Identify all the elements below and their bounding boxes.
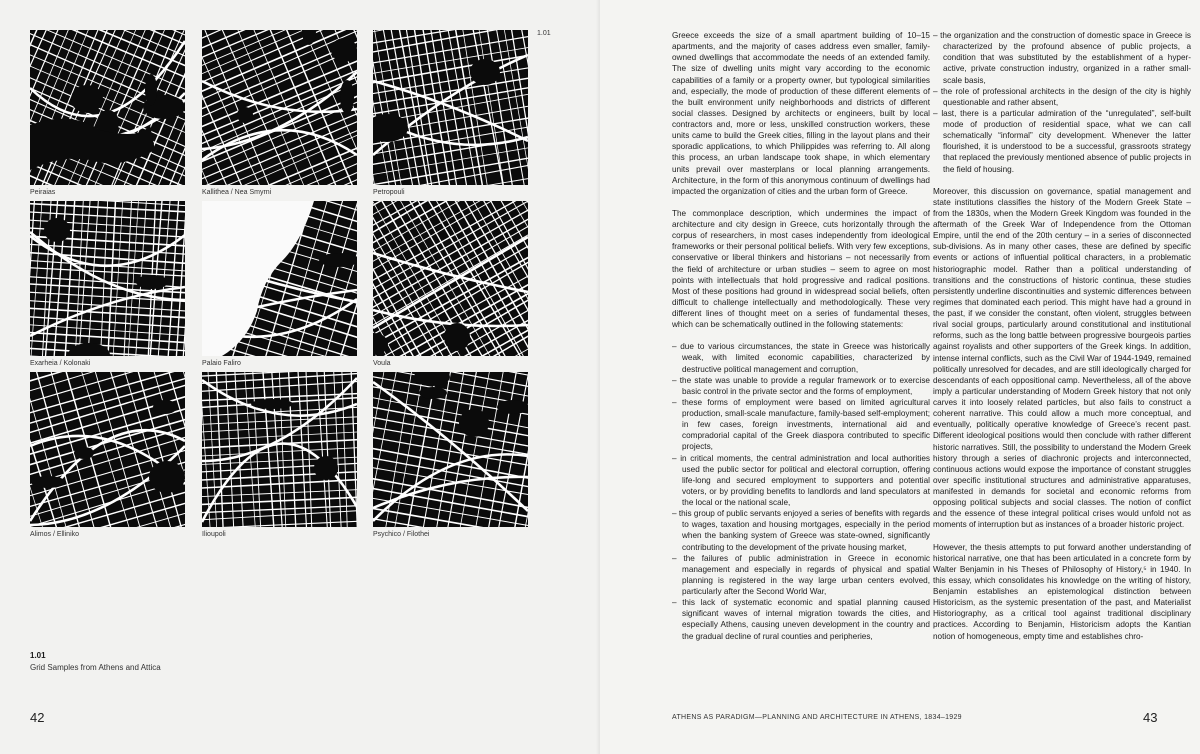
- list-item: – last, there is a particular admiration of the “unregulated”, self-built mode of production of residential space, what we can call schematically “informal” city development. Whenever the latter flourished, it is understood to be a successful, grassroots strategy that replaced the previously mentioned absence of public projects in the field of housing.: [933, 108, 1191, 175]
- map-tile-label: Voula: [373, 360, 391, 367]
- map-tile-label: Exarheia / Kolonaki: [30, 360, 91, 367]
- page-number-left: 42: [30, 710, 45, 725]
- paragraph: Moreover, this discussion on governance, spatial management and state institutions classifies the history of the Modern Greek State – from the 1830s, when the Modern Greek Kingdom was founded in the aftermath of the Greek War of Independence from the Ottoman Empire, until the end of the 20th century – in a series of disconnected sub-divisions. As in many other cases, these are defined by specific events or actions of influential political characters, in a problematic historiographic model. Rather than a political understanding of transitions and the constructions of historic continua, these studies persistently underline discontinuities and systemic differences between regimes that dominated each period. This might have had a ground in the past, if we consider the constant, often violent, struggles between rival social groups, particularly around constitutional and institutional reforms, such as the long battle between progressive bourgeois parties against royalists and other supporters of the Greek kings. In addition, intense internal conflicts, such as the Civil War of 1944-1949, remained politically unresolved for decades, and are still ideologically charged for descendants of each oppositional camp. Nevertheless, all of the above imply a particular understanding of Modern Greek history that not only carves it into loosely related particles, but also fails to construct a coherent narrative. This could allow a much more conceptual, and eventually, politically operative knowledge of Greece’s recent past. Different ideological positions would then conclude with rather different historic narratives. Still, the possibility to understand the Modern Greek history through a series of diachronic projects and interconnected, continuous actions would expose the importance of constant struggles over specific institutional structures and administrative apparatuses, manifested in demands for societal and economic reforms from opposing political subjects and social classes. The notion of conflict and the essence of these integral political crises would unfold not as moments of interruption but as instances of a broader historic project.: [933, 186, 1191, 530]
- map-tile: [30, 372, 185, 527]
- figure-caption-number: 1.01: [30, 651, 46, 660]
- map-tile: [202, 30, 357, 185]
- running-head: ATHENS AS PARADIGM—PLANNING AND ARCHITECTURE IN ATHENS, 1834–1929: [672, 714, 962, 721]
- map-tile-label: Psychico / Filothei: [373, 531, 430, 538]
- map-tile: [202, 201, 357, 356]
- paragraph: The commonplace description, which undermines the impact of architecture and city design in Greece, cuts horizontally through the corpus of researchers, in most cases independently from ideological frameworks or their personal political beliefs. With very few exceptions, conservative or liberal thinkers and historians – not necessarily from the field of architecture or urban studies – seem to agree on most points with intellectuals that hold progressive and radical positions. Most of these positions had ground in widespread social beliefs, often difficult to challenge intellectually and methodologically. These very different lines of thought meet on a series of fundamental theses, which can be schematically outlined in the following statements:: [672, 208, 930, 330]
- map-tile-label: Peiraias: [30, 189, 56, 196]
- map-tile: [373, 372, 528, 527]
- map-tile: [373, 30, 528, 185]
- list-item: – the role of professional architects in the design of the city is highly questionable and rather absent,: [933, 86, 1191, 108]
- list-item: – the organization and the construction of domestic space in Greece is characterized by the profound absence of public projects, a condition that was substituted by the establishment of a hyper-active, private construction industry, organized in a rather small-scale basis,: [933, 30, 1191, 86]
- list-item: – these forms of employment were based on limited agricultural production, small-scale manufacture, family-based self-employment; in few cases, foreign investments, international aid and compradorial capital of the Greek diaspora contributed to specific projects,: [672, 397, 930, 453]
- map-tile: [30, 201, 185, 356]
- text-column-1: [672, 30, 930, 642]
- figure-number: 1.01: [537, 30, 551, 37]
- map-tile: [30, 30, 185, 185]
- right-page: [600, 0, 1200, 754]
- list-item: – due to various circumstances, the state in Greece was historically weak, with limited economic capabilities, characterized by destructive political management and corruption,: [672, 341, 930, 374]
- statement-list-continued: [933, 30, 1191, 175]
- map-tile-label: Kallithea / Nea Smyrni: [202, 189, 272, 196]
- map-tile-label: Alimos / Elliniko: [30, 531, 80, 538]
- figure-caption-text: Grid Samples from Athens and Attica: [30, 663, 161, 672]
- statement-list: [672, 341, 930, 641]
- map-tile-label: Palaio Faliro: [202, 360, 241, 367]
- list-item: – in critical moments, the central administration and local authorities used the public sector for political and electoral corruption, offering life-long and secured employment to supporters and potential voters, or by providing benefits to landlords and land speculators at the local or the national scale,: [672, 453, 930, 509]
- paragraph: However, the thesis attempts to put forward another understanding of historical narrative, one that has been articulated in a concrete form by Walter Benjamin in his Theses of Philosophy of History,⁵ in 1940. In this essay, which consolidates his knowledge on the writing of history, Benjamin establishes an epistemological distinction between Historicism, as the systemic presentation of the past, and Materialist Historiography, as a critical tool against traditional disciplinary practices. According to Benjamin, Historicism adopts the Kantian notion of homogeneous, empty time and establishes chro-: [933, 542, 1191, 641]
- list-item: – this group of public servants enjoyed a series of benefits with regards to wages, taxation and housing mortgages, especially in the period when the banking system of Greece was state-owned, significantly contributing to the development of the private housing market,: [672, 508, 930, 553]
- list-item: – the failures of public administration in Greece in economic management and especially in regards of physical and spatial planning is registered in the way large urban centers evolved, particularly after the Second World War,: [672, 553, 930, 598]
- text-column-2: [933, 30, 1191, 653]
- map-tile-label: Petropouli: [373, 189, 405, 196]
- page-number-right: 43: [1143, 710, 1158, 725]
- map-tile: [202, 372, 357, 527]
- paragraph: Greece exceeds the size of a small apartment building of 10–15 apartments, and the majority of cases address even smaller, family-owned dwellings that accommodate the needs of an extended family. The size of dwelling units might vary according to the economic capabilities of a family or a property owner, but typological similarities and, especially, the mode of production of these different elements of the built environment unify neighborhoods and districts of different social classes. Designed by architects or engineers, built by local contractors and, more or less, unskilled construction workers, these units came to build the Greek cities, filling in the layout plans and their sporadic applications, to which Philippides was referring to. All along this process, an urban landscape took shape, in which elementary units prevail over masterplans or local planning arrangements. Architecture, in the form of this anonymous continuum of dwellings had impacted the organization of cities and the urban form of Greece.: [672, 31, 930, 196]
- map-tile-label: Ilioupoli: [202, 531, 226, 538]
- list-item: – this lack of systematic economic and spatial planning caused significant waves of internal migration towards the cities, and especially Athens, causing uneven development in the country and the gradual decline of rural counties and peripheries,: [672, 597, 930, 642]
- list-item: – the state was unable to provide a regular framework or to exercise basic control in the private sector and the forms of employment,: [672, 375, 930, 397]
- map-tile: [373, 201, 528, 356]
